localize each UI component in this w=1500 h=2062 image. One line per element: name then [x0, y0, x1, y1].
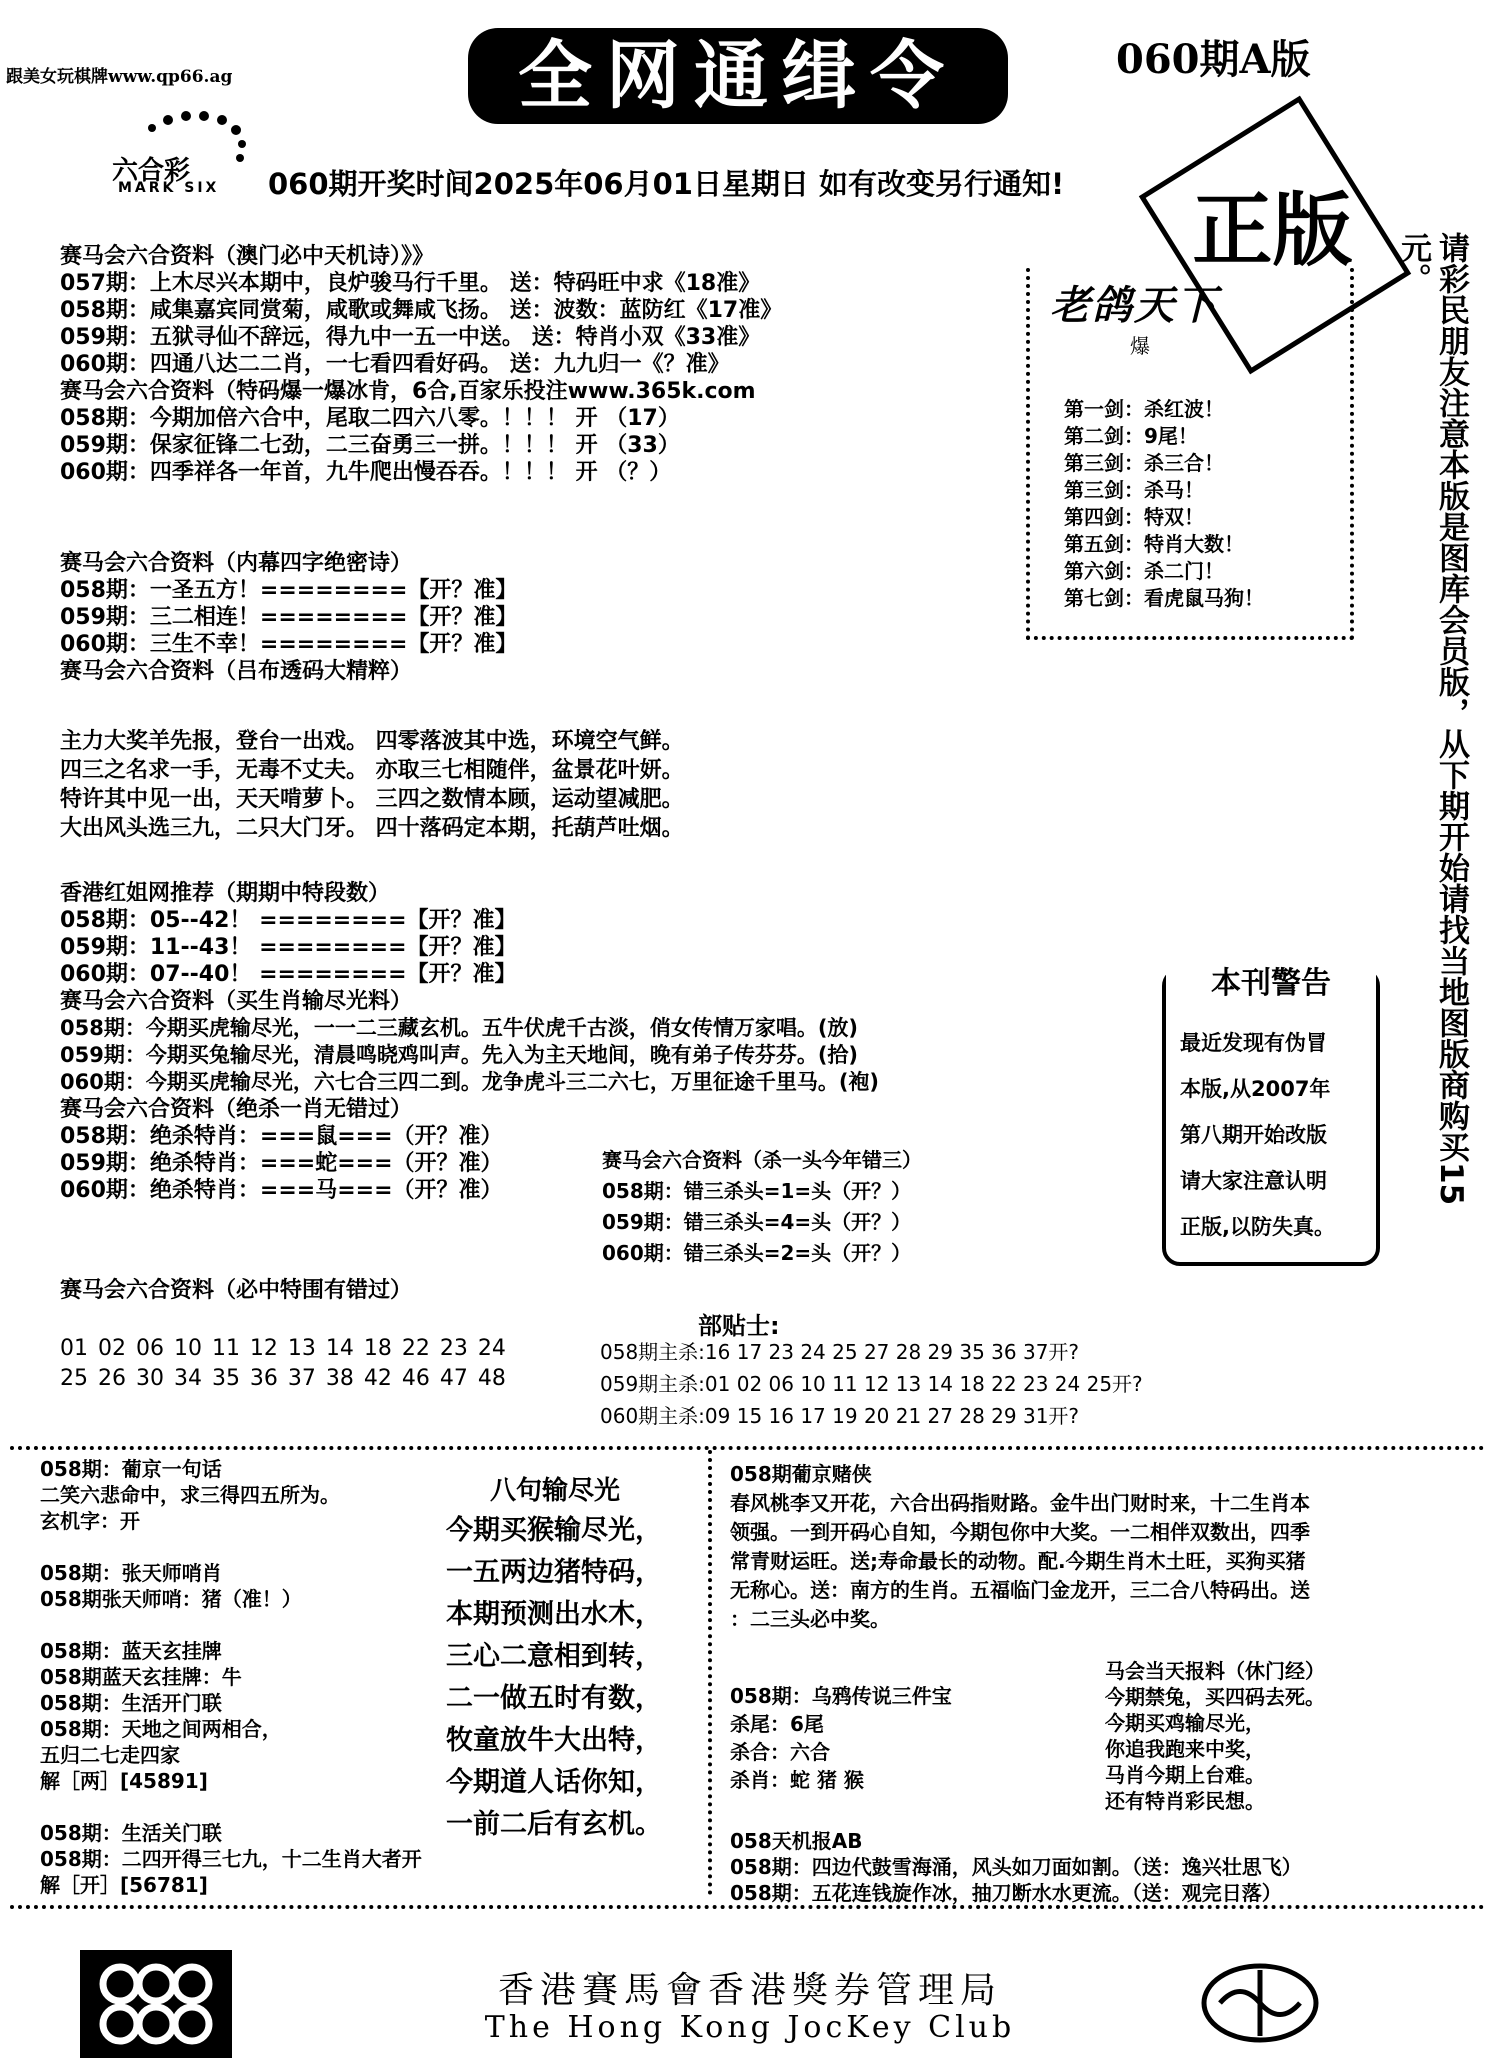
- horse-report-line: 今期禁兔，买四码去死。: [1105, 1685, 1325, 1709]
- mark-six-logo: [112, 108, 272, 200]
- sword-item: 第七剑：看虎鼠马狗！: [1064, 586, 1264, 610]
- bottom-left-line: 058期：生活关门联: [40, 1821, 222, 1845]
- tianji-line: 058期：四边代鼓雪海涌，风头如刀面如割。（送：逸兴壮思飞）: [730, 1855, 1302, 1879]
- burst-line: 058期：今期加倍六合中，尾取二四六八零。！！！ 开 （17）: [60, 406, 680, 431]
- bottom-left-line: [40, 1794, 422, 1820]
- kill-zodiac-line: 059期：绝杀特肖：===蛇===（开？准）: [60, 1151, 503, 1176]
- kill-zodiac-title: 赛马会六合资料（绝杀一肖无错过）: [60, 1097, 413, 1122]
- bottom-left-line: 二笑六悲命中，求三得四五所为。: [40, 1483, 340, 1507]
- tips-section: [600, 1336, 1143, 1432]
- footer-english-name: The Hong Kong JocKey Club: [484, 2010, 1016, 2045]
- bottom-left: [40, 1456, 422, 1898]
- stamp-text: 正版: [1192, 183, 1353, 277]
- crow-line: 058期：乌鸦传说三件宝: [730, 1684, 952, 1708]
- bottom-left-line: 058期：葡京一句话: [40, 1457, 222, 1481]
- divider-vertical: [708, 1450, 712, 1895]
- sword-item: 第二剑：9尾！: [1064, 424, 1198, 448]
- lubu-line: 主力大奖羊先报，登台一出戏。 四零落波其中选，环境空气鲜。: [60, 729, 684, 754]
- eight-line: 一五两边猪特码，: [446, 1557, 662, 1588]
- burst-line: 060期：四季祥各一年首，九牛爬出慢吞吞。！！！ 开 （？）: [60, 460, 672, 485]
- crow-section: [730, 1682, 952, 1794]
- macau-knight-title: 058期葡京赌侠: [730, 1462, 872, 1486]
- bottom-left-line: 058期：二四开得三七九，十二生肖大者开: [40, 1847, 422, 1871]
- bottom-left-line: 058期：生活开门联: [40, 1691, 222, 1715]
- kill-zodiac-line: 060期：绝杀特肖：===马===（开？准）: [60, 1178, 503, 1203]
- crow-line: 杀合：六合: [730, 1740, 830, 1764]
- sword-item: 第六剑：杀二门！: [1064, 559, 1224, 583]
- warning-line: 正版,以防失真。: [1180, 1215, 1335, 1239]
- macau-knight-line: ：二三头必中奖。: [730, 1607, 890, 1631]
- buy-zodiac-title: 赛马会六合资料（买生肖输尽光料）: [60, 989, 413, 1014]
- macau-knight: [730, 1460, 1310, 1634]
- hk-red-line: 058期：05--42！ ========【开？准】: [60, 908, 517, 933]
- four-char-title: 赛马会六合资料（内幕四字绝密诗）: [60, 551, 413, 576]
- bottom-left-line: 解［两］[45891]: [40, 1769, 208, 1793]
- macau-knight-line: 领强。一到开码心自知，今期包你中大奖。一二相伴双数出，四季: [730, 1520, 1310, 1544]
- warning-line: 请大家注意认明: [1180, 1169, 1327, 1193]
- draw-notice: 060期开奖时间2025年06月01日星期日 如有改变另行通知!: [268, 167, 1065, 201]
- must-section-title: 赛马会六合资料（必中特围有错过）: [60, 1278, 413, 1303]
- hk-red-line: 060期：07--40！ ========【开？准】: [60, 962, 517, 987]
- tianji-line: 058期：五花连钱旋作冰，抽刀断水水更流。（送：观完日落）: [730, 1881, 1282, 1905]
- buy-zodiac-line: 058期：今期买虎输尽光，一一二三藏玄机。五牛伏虎千古淡，俏女传情万家唱。(放): [60, 1016, 859, 1040]
- horse-report-line: 还有特肖彩民想。: [1105, 1789, 1265, 1813]
- warning-box: [1162, 968, 1380, 1266]
- bottom-left-line: [40, 1612, 422, 1638]
- tianji-line: 058天机报AB: [730, 1829, 863, 1853]
- burst-line: 059期：保家征锋二七劲，二三奋勇三一拼。！！！ 开 （33）: [60, 433, 680, 458]
- four-char-line: 060期：三生不幸！========【开？准】: [60, 632, 518, 657]
- tips-line: 060期主杀:09 15 16 17 19 20 21 27 28 29 31开?: [600, 1404, 1080, 1428]
- sword-item: 第五剑：特肖大数！: [1064, 532, 1244, 556]
- horse-report-line: 马会当天报料（休门经）: [1105, 1659, 1325, 1683]
- four-char-line: 059期：三二相连！========【开？准】: [60, 605, 518, 630]
- sword-box-title: 老鸽天下: [1050, 283, 1218, 329]
- tips-line: 059期主杀:01 02 06 10 11 12 13 14 18 22 23 24 25开?: [600, 1372, 1143, 1396]
- poem-section: [60, 243, 782, 486]
- horse-report-line: 今期买鸡输尽光，: [1105, 1711, 1265, 1735]
- tips-line: 058期主杀:16 17 23 24 25 27 28 29 35 36 37开?: [600, 1340, 1080, 1364]
- sword-box: [1026, 268, 1354, 640]
- sword-item: 第一剑：杀红波！: [1064, 397, 1224, 421]
- macau-knight-line: 常青财运旺。送;寿命最长的动物。配.今期生肖木土旺，买狗买猪: [730, 1549, 1306, 1573]
- club-emblem-icon: [1200, 1962, 1320, 2044]
- horse-report-line: 你追我跑来中奖，: [1105, 1737, 1265, 1761]
- bottom-left-line: 玄机字：开: [40, 1509, 140, 1533]
- lubu-line: 大出风头选三九，二只大门牙。 四十落码定本期，托葫芦吐烟。: [60, 816, 684, 841]
- lubu-section: [60, 727, 684, 843]
- lubu-title: 赛马会六合资料（吕布透码大精粹）: [60, 659, 413, 684]
- footer-left-emblem: [80, 1950, 232, 2058]
- logo-sub: MARK SIX: [118, 180, 220, 196]
- sword-item: 第三剑：杀三合！: [1064, 451, 1224, 475]
- eight-lines-title: 八句输尽光: [490, 1476, 621, 1506]
- tianji-section: [730, 1828, 1302, 1906]
- eight-lines: [446, 1510, 662, 1846]
- tips-title: 部贴士:: [698, 1312, 780, 1340]
- bottom-left-line: [40, 1534, 422, 1560]
- kill-zodiac-line: 058期：绝杀特肖：===鼠===（开？准）: [60, 1124, 503, 1149]
- kill-head-section: [602, 1145, 922, 1269]
- hk-red-title: 香港红姐网推荐（期期中特段数）: [60, 881, 391, 906]
- kill-head-title: 赛马会六合资料（杀一头今年错三）: [602, 1148, 922, 1172]
- issue-badge: 060期A版: [1116, 36, 1311, 83]
- eight-line: 今期买猴输尽光，: [446, 1515, 662, 1546]
- bottom-left-line: 058期张天师哨：猪（准！）: [40, 1587, 302, 1611]
- banner-title-text: 全网通缉令: [518, 33, 958, 119]
- lubu-line: 四三之名求一手，无毒不丈夫。 亦取三七相随伴，盆景花叶妍。: [60, 758, 684, 783]
- eight-line: 二一做五时有数，: [446, 1683, 662, 1714]
- eight-line: 一前二后有玄机。: [446, 1809, 662, 1840]
- poem-line: 058期：咸集嘉宾同赏菊，咸歌或舞咸飞扬。 送：波数：蓝防红《17准》: [60, 298, 783, 323]
- bottom-left-line: 058期蓝天玄挂牌：牛: [40, 1665, 242, 1689]
- horse-report-line: 马肖今期上台难。: [1105, 1763, 1265, 1787]
- crow-line: 杀尾：6尾: [730, 1712, 824, 1736]
- buy-zodiac-line: 059期：今期买兔输尽光，清晨鸣晓鸡叫声。先入为主天地间，晚有弟子传芬芬。(拾): [60, 1043, 859, 1067]
- side-notice: 请彩民朋友注意本版是图库会员版，从下期开始请找当地图版商购买15元。: [1395, 232, 1469, 1206]
- warning-line: 第八期开始改版: [1180, 1123, 1327, 1147]
- four-char-section: [60, 550, 517, 685]
- sword-item: 第四剑：特双！: [1064, 505, 1204, 529]
- four-char-line: 058期：一圣五方！========【开？准】: [60, 578, 518, 603]
- sword-box-subtitle: 爆: [1130, 334, 1150, 358]
- kill-head-line: 060期：错三杀头=2=头（开？）: [602, 1241, 912, 1265]
- must-numbers-row: 25 26 30 34 35 36 37 38 42 46 47 48: [60, 1366, 506, 1391]
- eight-line: 牧童放牛大出特，: [446, 1725, 662, 1756]
- crow-line: 杀肖：蛇 猪 猴: [730, 1768, 864, 1792]
- knot-emblem-icon: [80, 1950, 232, 2058]
- lubu-line: 特许其中见一出，天天啃萝卜。 三四之数情本顾，运动望减肥。: [60, 787, 684, 812]
- bottom-left-line: 058期：张天师哨肖: [40, 1561, 222, 1585]
- kill-head-line: 059期：错三杀头=4=头（开？）: [602, 1210, 912, 1234]
- macau-knight-line: 无称心。送：南方的生肖。五福临门金龙开，三二合八特码出。送: [730, 1578, 1310, 1602]
- bottom-left-line: 058期：蓝天玄挂牌: [40, 1639, 222, 1663]
- warning-line: 本版,从2007年: [1180, 1077, 1331, 1101]
- poem-line: 060期：四通八达二二肖，一七看四看好码。 送：九九归一《？准》: [60, 352, 730, 377]
- macau-knight-line: 春风桃李又开花，六合出码指财路。金牛出门财时来，十二生肖本: [730, 1491, 1310, 1515]
- burst-title: 赛马会六合资料（特码爆一爆冰肯，6合,百家乐投注www.365k.com: [60, 379, 756, 404]
- sword-item: 第三剑：杀马！: [1064, 478, 1204, 502]
- poem-line: 057期：上木尽兴本期中，良炉骏马行千里。 送：特码旺中求《18准》: [60, 271, 761, 296]
- eight-line: 三心二意相到转，: [446, 1641, 662, 1672]
- eight-line: 今期道人话你知，: [446, 1767, 662, 1798]
- warning-title: 本刊警告: [1166, 958, 1376, 1002]
- hk-red-line: 059期：11--43！ ========【开？准】: [60, 935, 517, 960]
- poem-title: 赛马会六合资料（澳门必中天机诗）》》: [60, 244, 435, 269]
- bottom-left-line: 五归二七走四家: [40, 1743, 180, 1767]
- logo-text: 六合彩: [112, 156, 191, 186]
- poem-line: 059期：五狱寻仙不辞远，得九中一五一中送。 送：特肖小双《33准》: [60, 325, 761, 350]
- must-numbers-row: 01 02 06 10 11 12 13 14 18 22 23 24: [60, 1336, 506, 1361]
- footer-right-emblem: [1200, 1962, 1320, 2044]
- bottom-left-line: 058期：天地之间两相合，: [40, 1717, 282, 1741]
- kill-head-line: 058期：错三杀头=1=头（开？）: [602, 1179, 912, 1203]
- eight-line: 本期预测出水木，: [446, 1599, 662, 1630]
- warning-line: 最近发现有伪冒: [1180, 1031, 1327, 1055]
- bottom-left-line: 解［开］[56781]: [40, 1873, 208, 1897]
- ad-link[interactable]: 跟美女玩棋牌www.qp66.ag: [6, 67, 233, 87]
- buy-zodiac-line: 060期：今期买虎输尽光，六七合三四二到。龙争虎斗三二六七，万里征途千里马。(袍): [60, 1070, 880, 1094]
- horse-report: [1105, 1658, 1325, 1814]
- divider-top: [10, 1446, 1485, 1450]
- footer-chinese-name: 香港賽馬會香港獎券管理局: [497, 1970, 1002, 2011]
